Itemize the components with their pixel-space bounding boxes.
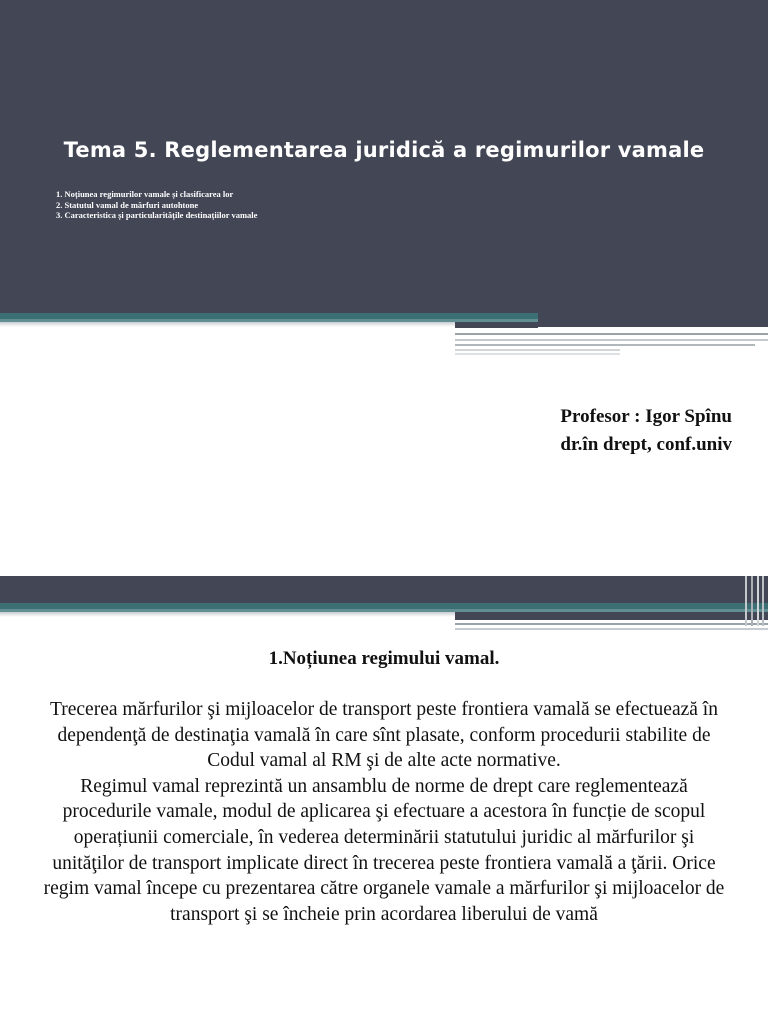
- decor-vertical-line: [757, 576, 759, 626]
- slide-title: Tema 5. Reglementarea juridică a regimurilor vamale: [63, 138, 705, 162]
- decor-line: [455, 353, 620, 355]
- author-name: Profesor : Igor Spînu: [560, 406, 732, 427]
- section-heading: 1.Noțiunea regimului vamal.: [268, 648, 500, 669]
- author-credentials: dr.în drept, conf.univ: [560, 434, 732, 455]
- body-paragraph: Trecerea mărfurilor şi mijloacelor de transport peste frontiera vamală se efectuează în dependenţă de destinaţia vamală în care sînt plasate, conform procedurii stabilite de Codul vamal al RM şi de alte acte normative.: [50, 699, 718, 772]
- decor-vertical-line: [745, 576, 747, 626]
- body-text: [40, 697, 728, 927]
- decor-block: [455, 612, 768, 620]
- decor-line: [455, 623, 768, 625]
- decor-line: [455, 339, 768, 341]
- body-paragraph: Regimul vamal reprezintă un ansamblu de norme de drept care reglementează procedurile vamale, modul de aplicarea şi efectuare a acestora în funcție de scopul operațiunii comerciale, în vederea determinării statutului juridic al mărfurilor şi unităţilor de transport implicate direct în trecerea peste frontiera vamală a ţării. Orice regim vamal începe cu prezentarea către organele vamale a mărfurilor şi mijloacelor de transport şi se încheie prin acordarea liberului de vamă: [43, 775, 725, 925]
- topic-outline: [56, 189, 257, 221]
- decor-line: [455, 344, 755, 346]
- decor-line: [455, 333, 768, 335]
- decor-line: [455, 628, 768, 630]
- decor-line: [455, 349, 620, 351]
- author-block: [560, 403, 732, 459]
- outline-item: 2. Statutul vamal de mărfuri autohtone: [56, 199, 199, 210]
- content-slide: [0, 576, 768, 1024]
- outline-item: 1. Noțiunea regimurilor vamale și clasificarea lor: [56, 189, 234, 199]
- outline-item: 3. Caracteristica și particularitățile destinațiilor vamale: [56, 210, 258, 220]
- decor-block: [538, 313, 768, 327]
- decor-vertical-line: [762, 576, 764, 626]
- decor-vertical-line: [751, 576, 753, 626]
- header-band: [0, 576, 768, 603]
- decor-block-small: [455, 322, 538, 328]
